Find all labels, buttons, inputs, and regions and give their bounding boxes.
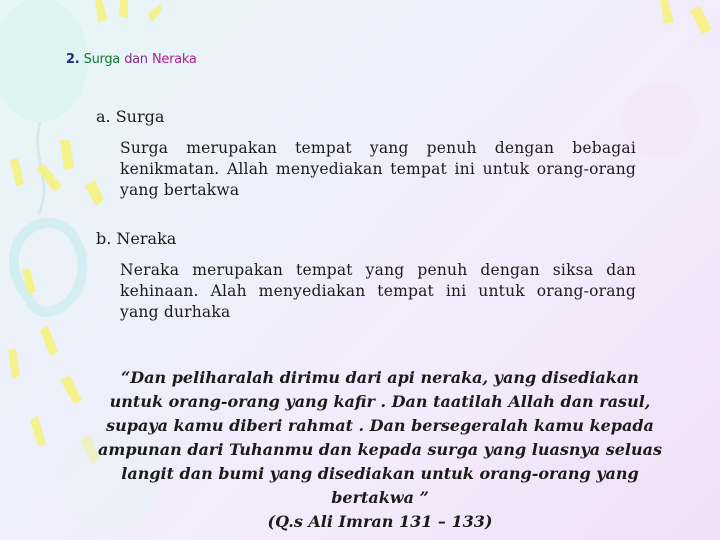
section-title-surga: Surga [83, 52, 120, 67]
quran-quote [94, 366, 666, 534]
quote-text: “Dan peliharalah dirimu dari api neraka, yang disediakan untuk orang-orang yang kafir . Dan taatilah Allah dan rasul, supaya kamu diberi rahmat . Dan bersegeralah kamu kepada ampunan dari Tuhanmu dan kepada surga yang luasnya seluas langit dan bumi yang disediakan untuk orang-orang yang bertakwa ” [98, 368, 662, 507]
section-title-neraka: Neraka [151, 52, 197, 67]
neraka-paragraph: Neraka merupakan tempat yang penuh dengan siksa dan kehinaan. Alah menyediakan tempat ini untuk orang-orang yang durhaka [120, 261, 636, 321]
swirl-shape [14, 223, 83, 312]
surga-paragraph: Surga merupakan tempat yang penuh dengan bebagai kenikmatan. Allah menyediakan tempat ini untuk orang-orang yang bertakwa [120, 139, 636, 199]
section-number: 2. [66, 52, 80, 67]
quote-reference: (Q.s Ali Imran 131 – 133) [267, 512, 493, 531]
neraka-heading: b. Neraka [96, 229, 177, 248]
surga-heading: a. Surga [96, 107, 165, 126]
section-title-dan: dan [124, 52, 148, 67]
section-title [66, 52, 196, 67]
